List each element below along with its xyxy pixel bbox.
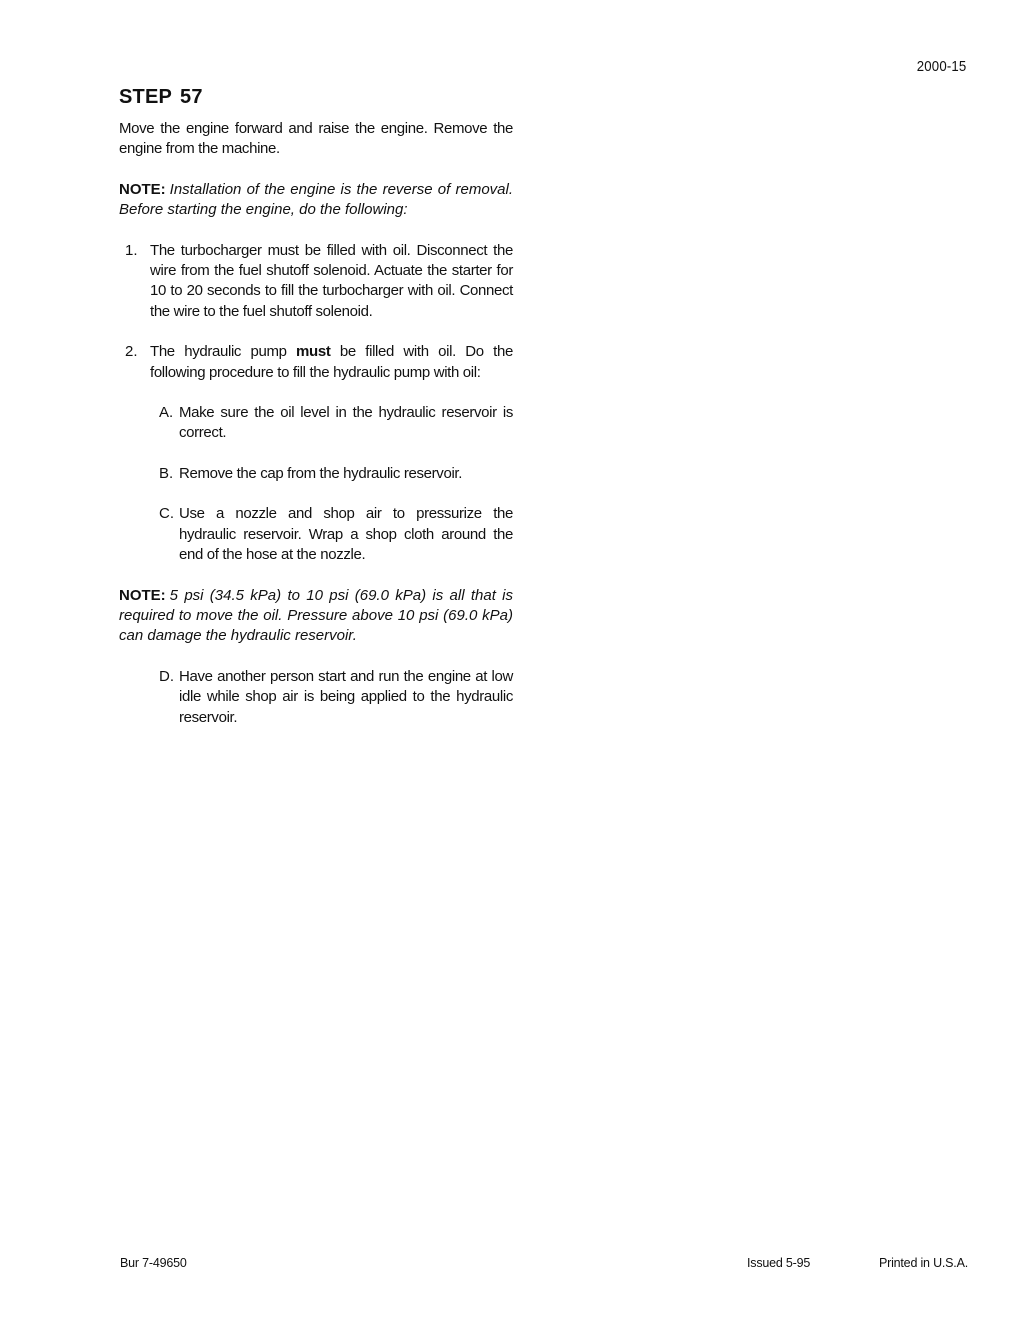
sublist-item-c bbox=[119, 504, 513, 565]
list-item-text-after: be filled with oil. Do the following procedure to fill the hydraulic pump with oil: bbox=[150, 343, 513, 381]
note-label: NOTE: bbox=[119, 586, 166, 604]
step-heading bbox=[119, 86, 513, 109]
sublist-item-d bbox=[119, 667, 513, 728]
list-item-2 bbox=[119, 342, 513, 383]
sublist-item-text: Remove the cap from the hydraulic reservoir. bbox=[179, 464, 463, 482]
note-text: 5 psi (34.5 kPa) to 10 psi (69.0 kPa) is all that is required to move the oil. Pressure above 10 psi (69.0 kPa) can damage the hydraulic reservoir. bbox=[119, 586, 513, 645]
step-intro-text: Move the engine forward and raise the engine. Remove the engine from the machine. bbox=[119, 120, 513, 158]
list-item-text bbox=[150, 342, 513, 383]
sublist-item-b bbox=[119, 464, 513, 484]
note-pressure bbox=[119, 586, 513, 647]
step-number: 57 bbox=[180, 86, 203, 108]
list-item-text: The turbocharger must be filled with oil. Disconnect the wire from the fuel shutoff solenoid. Actuate the starter for 10 to 20 seconds to fill the turbocharger with oil. Connect the wire to the fuel shutoff solenoid. bbox=[150, 241, 513, 320]
list-marker: 2. bbox=[125, 343, 138, 361]
sublist-marker: A. bbox=[159, 404, 174, 422]
list-marker: 1. bbox=[125, 241, 138, 259]
list-item-text-bold: must bbox=[296, 343, 331, 361]
sublist-marker: B. bbox=[159, 464, 174, 482]
footer-printed: Printed in U.S.A. bbox=[878, 1256, 968, 1270]
sublist-item-text: Use a nozzle and shop air to pressurize the hydraulic reservoir. Wrap a shop cloth around the end of the hose at the nozzle. bbox=[179, 505, 513, 564]
note-label: NOTE: bbox=[119, 180, 166, 198]
sublist-marker: C. bbox=[159, 505, 174, 523]
note-text: Installation of the engine is the reverse of removal. Before starting the engine, do the following: bbox=[119, 180, 513, 219]
step-label: STEP bbox=[119, 86, 173, 108]
sublist-item-a bbox=[119, 403, 513, 444]
sublist-marker: D. bbox=[159, 667, 174, 685]
sublist-item-text: Have another person start and run the engine at low idle while shop air is being applied to the hydraulic reservoir. bbox=[179, 667, 513, 726]
content-column bbox=[119, 86, 513, 748]
page-number: 2000-15 bbox=[916, 58, 966, 75]
footer-document-id: Bur 7-49650 bbox=[120, 1256, 187, 1270]
list-item-1 bbox=[119, 241, 513, 323]
footer-issued: Issued 5-95 bbox=[747, 1256, 811, 1270]
step-intro bbox=[119, 119, 513, 160]
list-item-text-before: The hydraulic pump bbox=[150, 343, 297, 361]
sublist-item-text: Make sure the oil level in the hydraulic reservoir is correct. bbox=[179, 404, 513, 442]
note-installation bbox=[119, 180, 513, 221]
